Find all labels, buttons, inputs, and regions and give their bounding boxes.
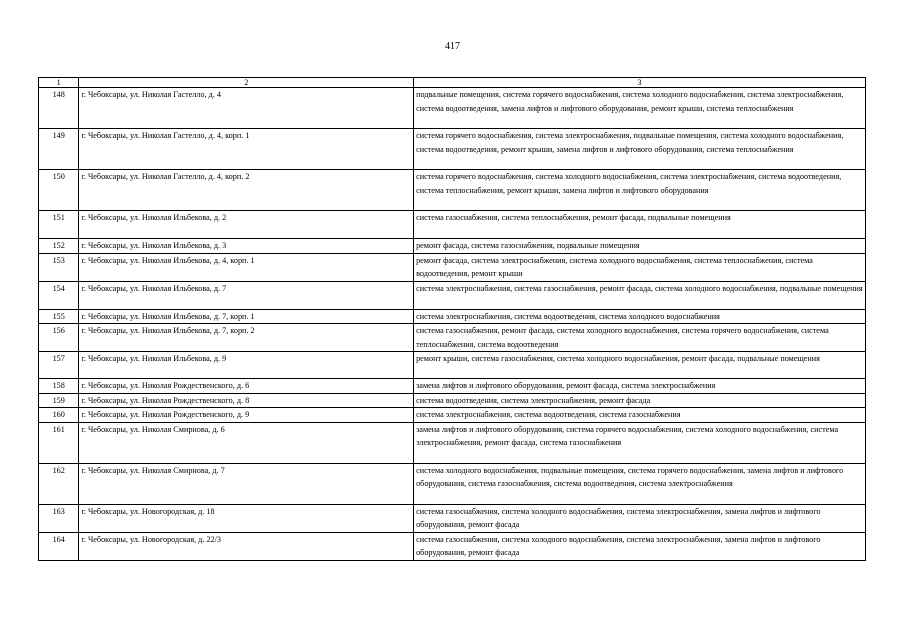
cell-works: система газоснабжения, ремонт фасада, система холодного водоснабжения, система горячего водоснабжения, система теплоснабжения, система водоотведения xyxy=(414,324,866,352)
column-header-number: 1 xyxy=(39,78,79,88)
cell-works: замена лифтов и лифтового оборудования, система горячего водоснабжения, система холодного водоснабжения, система электроснабжения, ремонт фасада, система газоснабжения xyxy=(414,422,866,463)
table-row xyxy=(39,253,866,281)
table-row xyxy=(39,129,866,170)
cell-address: г. Чебоксары, ул. Николая Ильбекова, д. 4, корп. 1 xyxy=(79,253,414,281)
cell-works: система газоснабжения, система теплоснабжения, ремонт фасада, подвальные помещения xyxy=(414,211,866,239)
cell-number: 150 xyxy=(39,170,79,211)
cell-works: ремонт фасада, система газоснабжения, подвальные помещения xyxy=(414,239,866,254)
table-row xyxy=(39,422,866,463)
cell-address: г. Чебоксары, ул. Николая Смирнова, д. 6 xyxy=(79,422,414,463)
cell-address: г. Чебоксары, ул. Николая Рождественского, д. 8 xyxy=(79,393,414,408)
cell-number: 159 xyxy=(39,393,79,408)
table-row xyxy=(39,239,866,254)
cell-number: 154 xyxy=(39,281,79,309)
cell-address: г. Чебоксары, ул. Николая Гастелло, д. 4, корп. 1 xyxy=(79,129,414,170)
page-number: 417 xyxy=(445,41,460,52)
cell-address: г. Чебоксары, ул. Николая Ильбекова, д. 9 xyxy=(79,352,414,379)
cell-address: г. Чебоксары, ул. Николая Гастелло, д. 4 xyxy=(79,88,414,129)
table-row xyxy=(39,324,866,352)
cell-address: г. Чебоксары, ул. Николая Ильбекова, д. 7, корп. 2 xyxy=(79,324,414,352)
cell-address: г. Чебоксары, ул. Николая Ильбекова, д. 7, корп. 1 xyxy=(79,309,414,324)
cell-number: 152 xyxy=(39,239,79,254)
table-row xyxy=(39,532,866,560)
table-row xyxy=(39,281,866,309)
cell-address: г. Чебоксары, ул. Новогородская, д. 18 xyxy=(79,504,414,532)
table-body xyxy=(39,88,866,561)
cell-number: 157 xyxy=(39,352,79,379)
column-header-works: 3 xyxy=(414,78,866,88)
cell-address: г. Чебоксары, ул. Николая Гастелло, д. 4, корп. 2 xyxy=(79,170,414,211)
cell-number: 161 xyxy=(39,422,79,463)
cell-works: замена лифтов и лифтового оборудования, ремонт фасада, система электроснабжения xyxy=(414,379,866,394)
cell-works: система электроснабжения, система водоотведения, система газоснабжения xyxy=(414,408,866,423)
cell-works: система горячего водоснабжения, система электроснабжения, подвальные помещения, система холодного водоснабжения, система водоотведения, ремонт крыши, замена лифтов и лифтового оборудования, система теплоснабжения xyxy=(414,129,866,170)
table-row xyxy=(39,352,866,379)
cell-works: система водоотведения, система электроснабжения, ремонт фасада xyxy=(414,393,866,408)
cell-works: система холодного водоснабжения, подвальные помещения, система горячего водоснабжения, замена лифтов и лифтового оборудования, система газоснабжения, система водоотведения, система электроснабжения xyxy=(414,463,866,504)
cell-works: система газоснабжения, система холодного водоснабжения, система электроснабжения, замена лифтов и лифтового оборудования, ремонт фасада xyxy=(414,504,866,532)
cell-address: г. Чебоксары, ул. Новогородская, д. 22/3 xyxy=(79,532,414,560)
table-row xyxy=(39,170,866,211)
cell-works: система электроснабжения, система водоотведения, система холодного водоснабжения xyxy=(414,309,866,324)
cell-works: система горячего водоснабжения, система холодного водоснабжения, система электроснабжения, система водоотведения, система теплоснабжения, ремонт крыши, замена лифтов и лифтового оборудования xyxy=(414,170,866,211)
cell-number: 148 xyxy=(39,88,79,129)
column-header-address: 2 xyxy=(79,78,414,88)
cell-number: 163 xyxy=(39,504,79,532)
cell-number: 156 xyxy=(39,324,79,352)
objects-table xyxy=(38,77,866,561)
cell-works: ремонт крыши, система газоснабжения, система холодного водоснабжения, ремонт фасада, подвальные помещения xyxy=(414,352,866,379)
cell-address: г. Чебоксары, ул. Николая Ильбекова, д. 7 xyxy=(79,281,414,309)
cell-works: ремонт фасада, система электроснабжения, система холодного водоснабжения, система теплоснабжения, система водоотведения, ремонт крыши xyxy=(414,253,866,281)
cell-number: 155 xyxy=(39,309,79,324)
cell-address: г. Чебоксары, ул. Николая Рождественского, д. 6 xyxy=(79,379,414,394)
cell-number: 149 xyxy=(39,129,79,170)
table-row xyxy=(39,88,866,129)
table-row xyxy=(39,309,866,324)
cell-works: подвальные помещения, система горячего водоснабжения, система холодного водоснабжения, система электроснабжения, система водоотведения, замена лифтов и лифтового оборудования, ремонт крыши, система теплоснабжения xyxy=(414,88,866,129)
cell-address: г. Чебоксары, ул. Николая Ильбекова, д. 2 xyxy=(79,211,414,239)
cell-number: 164 xyxy=(39,532,79,560)
cell-number: 162 xyxy=(39,463,79,504)
table-row xyxy=(39,504,866,532)
table-row xyxy=(39,379,866,394)
cell-works: система электроснабжения, система газоснабжения, ремонт фасада, система холодного водоснабжения, подвальные помещения xyxy=(414,281,866,309)
table-row xyxy=(39,408,866,423)
cell-number: 160 xyxy=(39,408,79,423)
cell-works: система газоснабжения, система холодного водоснабжения, система электроснабжения, замена лифтов и лифтового оборудования, ремонт фасада xyxy=(414,532,866,560)
cell-number: 153 xyxy=(39,253,79,281)
cell-address: г. Чебоксары, ул. Николая Смирнова, д. 7 xyxy=(79,463,414,504)
cell-address: г. Чебоксары, ул. Николая Ильбекова, д. 3 xyxy=(79,239,414,254)
cell-number: 158 xyxy=(39,379,79,394)
cell-address: г. Чебоксары, ул. Николая Рождественского, д. 9 xyxy=(79,408,414,423)
table-row xyxy=(39,393,866,408)
table-header-row xyxy=(39,78,866,88)
table-row xyxy=(39,211,866,239)
table-row xyxy=(39,463,866,504)
cell-number: 151 xyxy=(39,211,79,239)
